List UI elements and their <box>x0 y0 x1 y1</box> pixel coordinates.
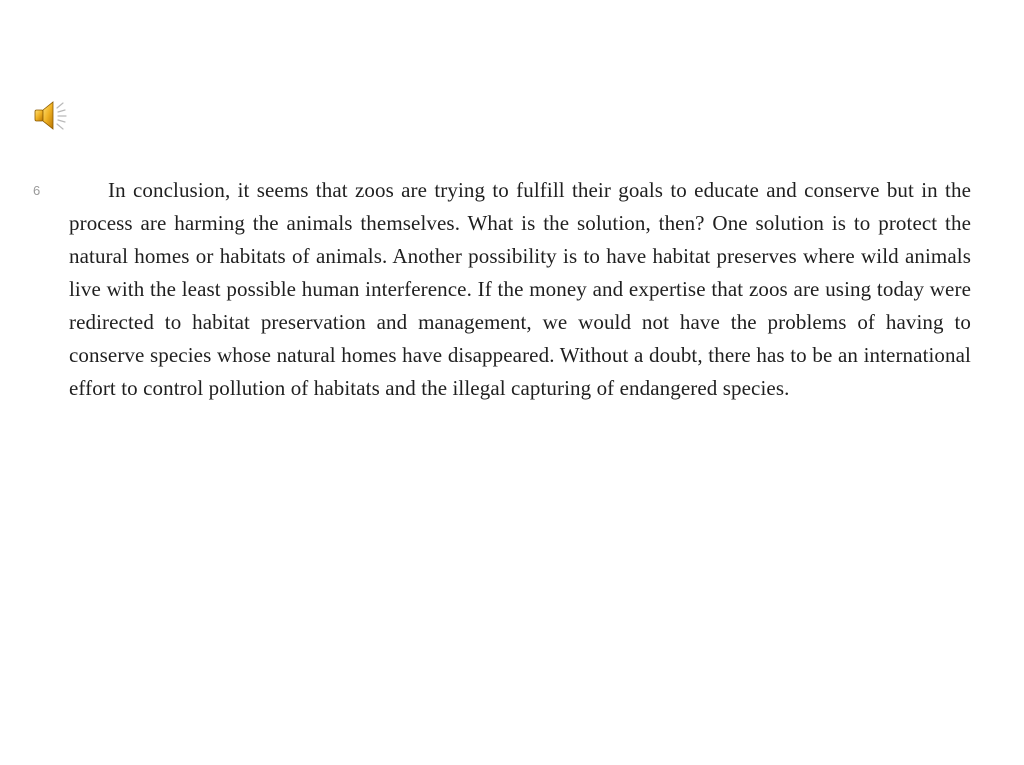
speaker-icon <box>32 98 70 134</box>
paragraph-number: 6 <box>33 183 41 198</box>
paragraph-text: In conclusion, it seems that zoos are trying to fulfill their goals to educate and conserve but in the process are harming the animals themselves. What is the solution, then? One solution is to protect the natural homes or habitats of animals. Another possibility is to have habitat preserves where wild animals live with the least possible human interference. If the money and expertise that zoos are using today were redirected to habitat preservation and management, we would not have the problems of having to conserve species whose natural homes have disappeared. Without a doubt, there has to be an international effort to control pollution of habitats and the illegal capturing of endangered species. <box>69 178 971 400</box>
play-audio-button[interactable] <box>32 98 70 134</box>
